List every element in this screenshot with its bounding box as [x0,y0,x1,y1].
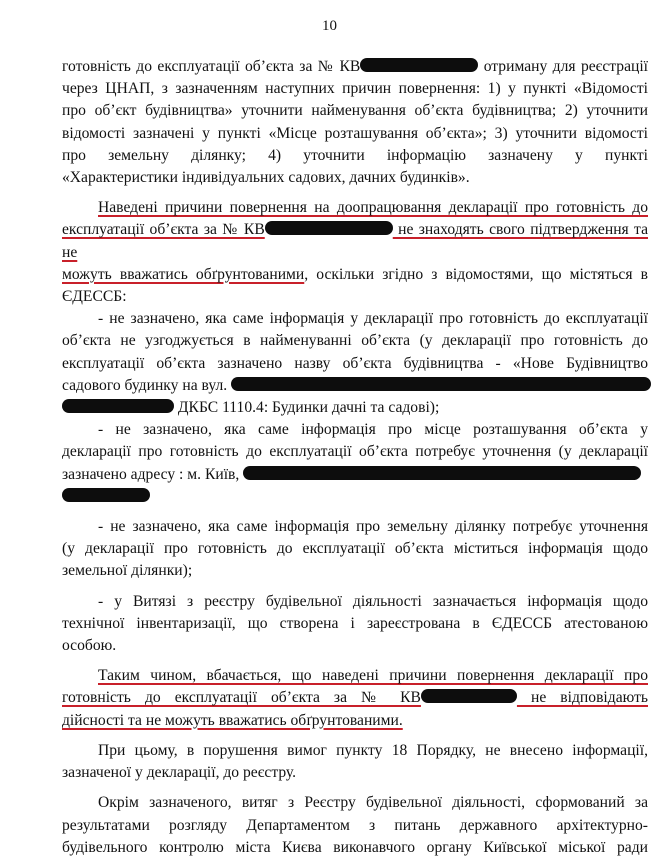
text-line: , оскільки згідно з відомостями, що містяться в [304,265,649,283]
text-line: декларації про готовність до експлуатації об’єкта потребує уточнення (у декларації [62,443,648,461]
text-line: отриману для реєстрації [478,58,649,75]
text-line: ДКБС 1110.4: Будинки дачні та садові); [177,399,440,417]
text-line: земельної ділянки); [62,562,193,580]
text-line: - у Витязі з реєстру будівельної діяльності зазначається інформація щодо [98,592,648,610]
text-line: - не зазначено, яка саме інформація про місце розташування об’єкта у [98,421,648,439]
highlighted-text [62,221,648,260]
highlighted-text: можуть вважатись обґрунтованими [62,265,305,283]
text-line: експлуатації об’єкта за № КВ [62,221,265,239]
text-line: «Характеристики індивідуальних садових, дачних будинків». [62,169,470,187]
text-line: Окрім зазначеного, витяг з Реєстру будівельної діяльності, сформований за [98,794,648,812]
text-line: садового будинку на вул. [62,376,228,394]
bullet-location [62,419,648,508]
text-line: результатами розгляду Департаментом з питань державного архітектурно- [62,816,648,834]
paragraph-conclusion [62,665,648,732]
redaction-bar [62,399,174,413]
paragraph-registry-extract [62,792,648,859]
redaction-bar [360,58,478,72]
text-line: про земельну ділянку; 4) уточнити інформацію зазначену у пункті [62,146,648,164]
text-line: через ЦНАП, з зазначенням наступних причин повернення: 1) у пункті «Відомості [62,80,648,98]
text-line: зазначено адресу : м. Київ, [62,465,240,483]
text-line: не відповідають [516,689,648,707]
bullet-name-mismatch [62,308,648,419]
paragraph-return-reasons [62,56,648,189]
redaction-bar [243,466,641,480]
redaction-bar [265,221,393,235]
text-line: будівельного контролю міста Києва виконавчого органу Київської міської ради [62,838,648,856]
text-line: не знаходять свого підтвердження та не [62,221,648,261]
document-body [62,56,648,859]
highlighted-text [62,689,648,706]
text-line: (у декларації про готовність до експлуатації об’єкта міститься інформація щодо [62,540,648,558]
redaction-bar [62,488,150,502]
highlighted-text: Наведені причини повернення на доопрацювання декларації про готовність до [98,199,648,217]
text-line: При цьому, в порушення вимог пункту 18 Порядку, не внесено інформації, [98,741,648,759]
highlighted-text: Таким чином, вбачається, що наведені причини повернення декларації про [98,667,648,685]
text-line: готовність до експлуатації об’єкта за № КВ [62,689,421,707]
text-line: - не зазначено, яка саме інформація у декларації про готовність до експлуатації [98,310,648,328]
highlighted-text: дійсності та не можуть вважатись обґрунтованими. [62,711,403,729]
text-line: ЄДЕССБ: [62,288,127,306]
text-line: технічної інвентаризації, що створена і зареєстрована в ЄДЕССБ атестованою [62,614,648,632]
bullet-land-plot [62,516,648,583]
text-line: - не зазначено, яка саме інформація про земельну ділянку потребує уточнення [98,518,648,536]
text-line: експлуатації об’єкта зазначено назву об’єкта будівництва - «Нове Будівництво [62,354,648,372]
paragraph-violation [62,740,648,784]
text-line: особою. [62,637,117,655]
text-line: про об’єкт будівництва» уточнити найменування об’єкта будівництва; 2) уточнити [62,102,648,120]
text-line: зазначеної у декларації, до реєстру. [62,764,297,782]
text-line: готовність до експлуатації об’єкта за № КВ [62,58,361,75]
text-line: об’єкта не узгоджується в найменуванні об’єкта (у декларації про готовність до [62,332,648,350]
bullet-registry-extract [62,591,648,658]
text-line: відомості зазначені у пункті «Місце розташування об’єкта»; 3) уточнити відомості [62,124,648,142]
paragraph-reasons-unfounded [62,197,648,308]
redaction-bar [421,689,517,703]
page-number: 10 [322,18,337,34]
redaction-bar [231,377,651,391]
